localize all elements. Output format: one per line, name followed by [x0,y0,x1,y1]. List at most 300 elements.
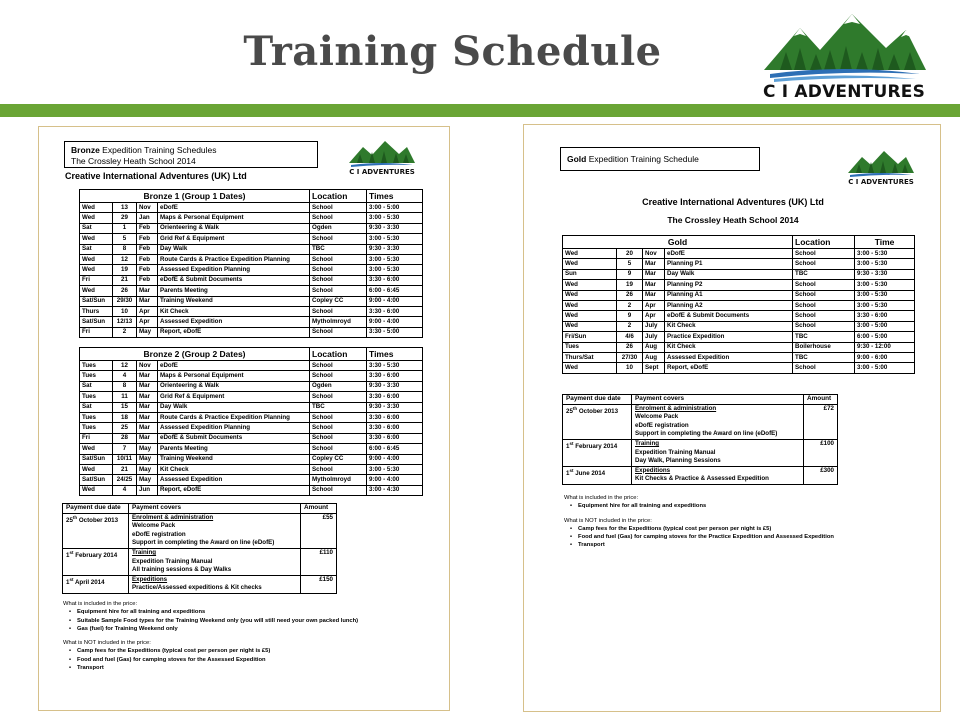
mountain-logo-icon [846,149,916,179]
cell-time: 3:00 - 5:30 [855,280,915,290]
cell-day: Sat [80,402,113,412]
payment-header: Amount [301,504,337,514]
cell-month: Mar [137,296,158,306]
bronze2-times-header: Times [367,348,423,361]
cell-date: 5 [113,234,137,244]
cell-activity: eDofE & Submit Documents [158,433,310,443]
gold-schedule-document [523,124,941,712]
cell-time: 3:30 - 6:00 [367,423,423,433]
cell-month: Apr [137,306,158,316]
cell-day: Sun [563,269,617,279]
table-row [563,300,915,310]
bronze-company: Creative International Adventures (UK) Ltd [65,171,247,181]
green-divider-bar [0,104,960,117]
table-row [80,402,423,412]
payment-header: Payment covers [632,395,804,405]
cell-location: School [793,249,855,259]
payment-amount: £300 [804,466,838,484]
cell-time: 3:30 - 6:00 [367,275,423,285]
cell-month: Mar [137,392,158,402]
cell-month: Mar [137,423,158,433]
cell-day: Wed [80,234,113,244]
cell-month: Nov [137,361,158,371]
payment-date: 25th October 2013 [563,404,632,439]
cell-activity: Training Weekend [158,454,310,464]
table-row [80,234,423,244]
cell-date: 4 [113,485,137,495]
logo-text: C I ADVENTURES [848,178,914,186]
table-row [563,363,915,373]
table-row [80,244,423,254]
cell-date: 2 [113,327,137,337]
cell-location: School [310,286,367,296]
payment-amount: £150 [301,575,337,593]
bronze-school: The Crossley Heath School 2014 [71,156,196,166]
cell-activity: Assessed Expedition Planning [158,265,310,275]
slide-title: Training Schedule [243,28,662,75]
cell-day: Wed [80,444,113,454]
cell-day: Sat [80,223,113,233]
cell-date: 4/6 [617,332,643,342]
cell-month: Mar [137,412,158,422]
cell-location: TBC [793,332,855,342]
cell-location: Boilerhouse [793,342,855,352]
cell-day: Wed [563,259,617,269]
cell-month: May [137,454,158,464]
cell-date: 12/13 [113,317,137,327]
cell-date: 2 [617,300,643,310]
payment-date: 1st April 2014 [63,575,129,593]
cell-time: 3:00 - 5:30 [367,464,423,474]
cell-date: 29 [113,213,137,223]
cell-month: Mar [643,290,665,300]
payment-row [63,548,337,575]
table-row [80,203,423,213]
table-row [80,327,423,337]
logo-text: C I ADVENTURES [762,82,926,102]
cell-month: Nov [137,203,158,213]
payment-date: 1st June 2014 [563,466,632,484]
cell-time: 3:00 - 5:30 [855,259,915,269]
cell-day: Tues [80,371,113,381]
bronze2-schedule-table [79,347,423,496]
cell-activity: Assessed Expedition [158,317,310,327]
cell-activity: Assessed Expedition Planning [158,423,310,433]
cell-location: School [310,423,367,433]
cell-month: Feb [137,244,158,254]
cell-date: 12 [113,254,137,264]
payment-amount: £110 [301,548,337,575]
cell-day: Wed [80,265,113,275]
cell-date: 26 [617,342,643,352]
included-heading: What is included in the price: [564,495,639,501]
cell-activity: Kit Check [158,306,310,316]
table-row [80,371,423,381]
cell-location: School [793,300,855,310]
gold-header-bold: Gold [567,154,587,164]
table-row [80,485,423,495]
payment-row [563,439,838,466]
cell-time: 9:30 - 3:30 [367,402,423,412]
table-row [80,444,423,454]
cell-date: 15 [113,402,137,412]
table-row [80,464,423,474]
cell-date: 28 [113,433,137,443]
not-included-heading: What is NOT included in the price: [63,640,151,647]
cell-month: Jan [137,213,158,223]
table-row [80,381,423,391]
cell-date: 27/30 [617,352,643,362]
cell-location: Copley CC [310,454,367,464]
cell-location: School [310,361,367,371]
cell-location: School [310,275,367,285]
cell-activity: Planning P2 [665,280,793,290]
cell-activity: Training Weekend [158,296,310,306]
cell-time: 6:00 - 6:45 [367,286,423,296]
cell-month: Feb [137,223,158,233]
cell-location: School [310,412,367,422]
table-row [80,275,423,285]
table-row [80,254,423,264]
cell-activity: Kit Check [665,321,793,331]
cell-day: Tues [80,423,113,433]
cell-location: School [310,444,367,454]
cell-month: Feb [137,254,158,264]
cell-activity: eDofE [158,361,310,371]
cell-time: 9:00 - 4:00 [367,296,423,306]
cell-location: Ogden [310,223,367,233]
included-heading: What is included in the price: [63,601,138,607]
cell-month: Mar [137,402,158,412]
cell-day: Sat [80,244,113,254]
list-item: • Food and fuel (Gas) for camping stoves for the Practice Expedition and Assessed Expedition [570,533,934,541]
cell-day: Wed [80,203,113,213]
cell-activity: eDofE [665,249,793,259]
cell-date: 1 [113,223,137,233]
cell-location: School [310,485,367,495]
list-item: • Camp fees for the Expeditions (typical cost per person per night is £5) [570,525,934,533]
cell-activity: Report, eDofE [665,363,793,373]
payment-header: Payment covers [129,504,301,514]
cell-activity: Day Walk [665,269,793,279]
cell-time: 9:30 - 3:30 [367,223,423,233]
bronze-header-bold: Bronze [71,145,100,155]
payment-date: 1st February 2014 [63,548,129,575]
cell-time: 3:30 - 5:30 [367,361,423,371]
cell-date: 5 [617,259,643,269]
cell-day: Fri [80,327,113,337]
payment-covers: Enrolment & administration Welcome Pack eDofE registration Support in completing the Award on line (eDofE) [129,513,301,548]
table-row [563,342,915,352]
list-item: • Equipment hire for all training and expeditions [69,608,443,616]
cell-time: 3:00 - 5:30 [367,234,423,244]
cell-activity: Maps & Personal Equipment [158,213,310,223]
cell-location: TBC [310,402,367,412]
cell-date: 9 [617,269,643,279]
cell-location: School [310,371,367,381]
payment-row [63,575,337,593]
table-row [80,213,423,223]
cell-location: School [310,433,367,443]
cell-date: 24/25 [113,475,137,485]
table-row [80,306,423,316]
cell-activity: Parents Meeting [158,444,310,454]
cell-activity: Route Cards & Practice Expedition Planning [158,412,310,422]
cell-month: July [643,332,665,342]
table-row [563,290,915,300]
cell-day: Wed [80,213,113,223]
cell-time: 9:30 - 12:00 [855,342,915,352]
payment-amount: £55 [301,513,337,548]
table-row [80,286,423,296]
cell-day: Wed [80,286,113,296]
cell-day: Wed [80,485,113,495]
cell-location: School [310,327,367,337]
table-row [80,423,423,433]
cell-date: 19 [617,280,643,290]
payment-covers: Training Expedition Training Manual Day Walk, Planning Sessions [632,439,804,466]
payment-covers: Expeditions Practice/Assessed expeditions & Kit checks [129,575,301,593]
cell-time: 3:00 - 5:30 [855,249,915,259]
payment-covers: Enrolment & administration Welcome Pack eDofE registration Support in completing the Award on line (eDofE) [632,404,804,439]
cell-activity: Grid Ref & Equipment [158,392,310,402]
cell-month: Mar [137,286,158,296]
cell-location: Mytholmroyd [310,317,367,327]
payment-amount: £72 [804,404,838,439]
cell-date: 10 [617,363,643,373]
cell-day: Wed [563,280,617,290]
cell-day: Fri [80,433,113,443]
table-row [563,259,915,269]
cell-month: July [643,321,665,331]
bronze-header-rest: Expedition Training Schedules [99,145,217,155]
cell-time: 3:30 - 5:00 [367,327,423,337]
cell-time: 3:00 - 5:00 [367,203,423,213]
cell-day: Wed [80,254,113,264]
bronze-header-box [64,141,318,168]
cell-location: TBC [310,244,367,254]
bronze1-times-header: Times [367,190,423,203]
cell-date: 26 [113,286,137,296]
cell-date: 10 [113,306,137,316]
cell-activity: Parents Meeting [158,286,310,296]
cell-month: Mar [643,259,665,269]
cell-location: School [310,392,367,402]
cell-location: School [310,213,367,223]
cell-activity: Planning A2 [665,300,793,310]
cell-activity: eDofE [158,203,310,213]
payment-header: Payment due date [563,395,632,405]
table-row [80,296,423,306]
cell-month: Apr [643,300,665,310]
cell-time: 3:00 - 5:30 [367,265,423,275]
cell-day: Wed [563,300,617,310]
list-item: • Equipment hire for all training and expeditions [570,502,934,510]
cell-date: 26 [617,290,643,300]
cell-location: Ogden [310,381,367,391]
table-row [80,265,423,275]
cell-date: 19 [113,265,137,275]
table-row [563,321,915,331]
gold-mini-logo [846,149,916,189]
table-row [563,280,915,290]
cell-day: Wed [563,321,617,331]
payment-date: 25th October 2013 [63,513,129,548]
bronze1-schedule-table [79,189,423,338]
cell-date: 8 [113,381,137,391]
list-item: • Suitable Sample Food types for the Training Weekend only (you will still need your own packed lunch) [69,617,443,625]
table-row [563,269,915,279]
cell-location: School [793,363,855,373]
gold-notes [564,494,934,556]
cell-day: Wed [563,290,617,300]
cell-date: 7 [113,444,137,454]
cell-day: Sat [80,381,113,391]
cell-time: 3:00 - 5:00 [855,321,915,331]
cell-day: Wed [563,363,617,373]
table-row [80,361,423,371]
cell-activity: Grid Ref & Equipment [158,234,310,244]
cell-day: Tues [80,412,113,422]
cell-day: Tues [80,361,113,371]
bronze1-title: Bronze 1 (Group 1 Dates) [80,190,310,203]
cell-location: School [310,203,367,213]
cell-activity: Day Walk [158,244,310,254]
cell-activity: Assessed Expedition [665,352,793,362]
gold-header-rest: Expedition Training Schedule [586,154,699,164]
table-row [80,223,423,233]
cell-time: 9:00 - 6:00 [855,352,915,362]
cell-time: 3:30 - 6:00 [855,311,915,321]
bronze-payment-table [62,503,337,594]
cell-day: Tues [80,392,113,402]
not-included-heading: What is NOT included in the price: [564,517,652,524]
cell-month: Aug [643,352,665,362]
cell-activity: Assessed Expedition [158,475,310,485]
cell-month: Mar [137,371,158,381]
logo-text: C I ADVENTURES [349,168,415,176]
cell-activity: Route Cards & Practice Expedition Planning [158,254,310,264]
cell-time: 9:30 - 3:30 [855,269,915,279]
table-row [563,311,915,321]
cell-location: Mytholmroyd [310,475,367,485]
table-row [80,454,423,464]
cell-month: Mar [137,433,158,443]
cell-location: Copley CC [310,296,367,306]
cell-day: Fri [80,275,113,285]
cell-activity: eDofE & Submit Documents [665,311,793,321]
cell-activity: Planning A1 [665,290,793,300]
payment-amount: £100 [804,439,838,466]
cell-location: School [793,290,855,300]
bronze-schedule-document [38,126,450,711]
cell-month: Sept [643,363,665,373]
cell-day: Tues [563,342,617,352]
cell-location: School [793,280,855,290]
cell-location: School [310,254,367,264]
cell-time: 3:30 - 6:00 [367,371,423,381]
cell-month: May [137,444,158,454]
list-item: • Camp fees for the Expeditions (typical cost per person per night is £5) [69,647,443,655]
cell-location: School [793,321,855,331]
bronze2-location-header: Location [310,348,367,361]
cell-month: May [137,475,158,485]
cell-location: School [793,259,855,269]
cell-time: 3:30 - 6:00 [367,412,423,422]
cell-month: Feb [137,275,158,285]
cell-month: Mar [643,269,665,279]
cell-day: Thurs [80,306,113,316]
table-row [563,352,915,362]
cell-day: Wed [80,464,113,474]
bronze1-location-header: Location [310,190,367,203]
table-row [80,317,423,327]
cell-activity: Orienteering & Walk [158,223,310,233]
cell-time: 3:00 - 4:30 [367,485,423,495]
cell-date: 4 [113,371,137,381]
cell-month: May [137,464,158,474]
cell-time: 3:00 - 5:30 [367,254,423,264]
cell-activity: Maps & Personal Equipment [158,371,310,381]
cell-location: TBC [793,269,855,279]
cell-date: 18 [113,412,137,422]
payment-covers: Training Expedition Training Manual All training sessions & Day Walks [129,548,301,575]
cell-date: 2 [617,321,643,331]
cell-date: 21 [113,464,137,474]
cell-time: 3:00 - 5:30 [855,290,915,300]
cell-activity: Kit Check [158,464,310,474]
table-row [80,412,423,422]
cell-month: Feb [137,265,158,275]
cell-day: Sat/Sun [80,296,113,306]
cell-time: 6:00 - 6:45 [367,444,423,454]
cell-time: 9:00 - 4:00 [367,317,423,327]
cell-time: 3:30 - 6:00 [367,306,423,316]
cell-location: School [310,265,367,275]
cell-time: 6:00 - 5:00 [855,332,915,342]
payment-row [563,404,838,439]
mountain-logo-icon [347,139,417,169]
cell-day: Sat/Sun [80,475,113,485]
cell-time: 9:30 - 3:30 [367,381,423,391]
cell-date: 25 [113,423,137,433]
cell-month: Apr [643,311,665,321]
payment-header: Amount [804,395,838,405]
cell-time: 9:00 - 4:00 [367,475,423,485]
cell-time: 9:00 - 4:00 [367,454,423,464]
payment-covers: Expeditions Kit Checks & Practice & Assessed Expedition [632,466,804,484]
cell-day: Fri/Sun [563,332,617,342]
cell-time: 9:30 - 3:30 [367,244,423,254]
cell-location: School [310,234,367,244]
gold-payment-table [562,394,838,485]
cell-month: Aug [643,342,665,352]
gold-location-header: Location [793,236,855,249]
cell-date: 9 [617,311,643,321]
cell-location: School [310,306,367,316]
gold-time-header: Time [855,236,915,249]
cell-time: 3:00 - 5:30 [367,213,423,223]
cell-day: Thurs/Sat [563,352,617,362]
gold-school: The Crossley Heath School 2014 [667,215,799,225]
list-item: • Food and fuel (Gas) for camping stoves for the Assessed Expedition [69,656,443,664]
cell-month: Mar [643,280,665,290]
cell-day: Wed [563,311,617,321]
payment-date: 1st February 2014 [563,439,632,466]
cell-location: TBC [793,352,855,362]
cell-date: 11 [113,392,137,402]
cell-date: 8 [113,244,137,254]
